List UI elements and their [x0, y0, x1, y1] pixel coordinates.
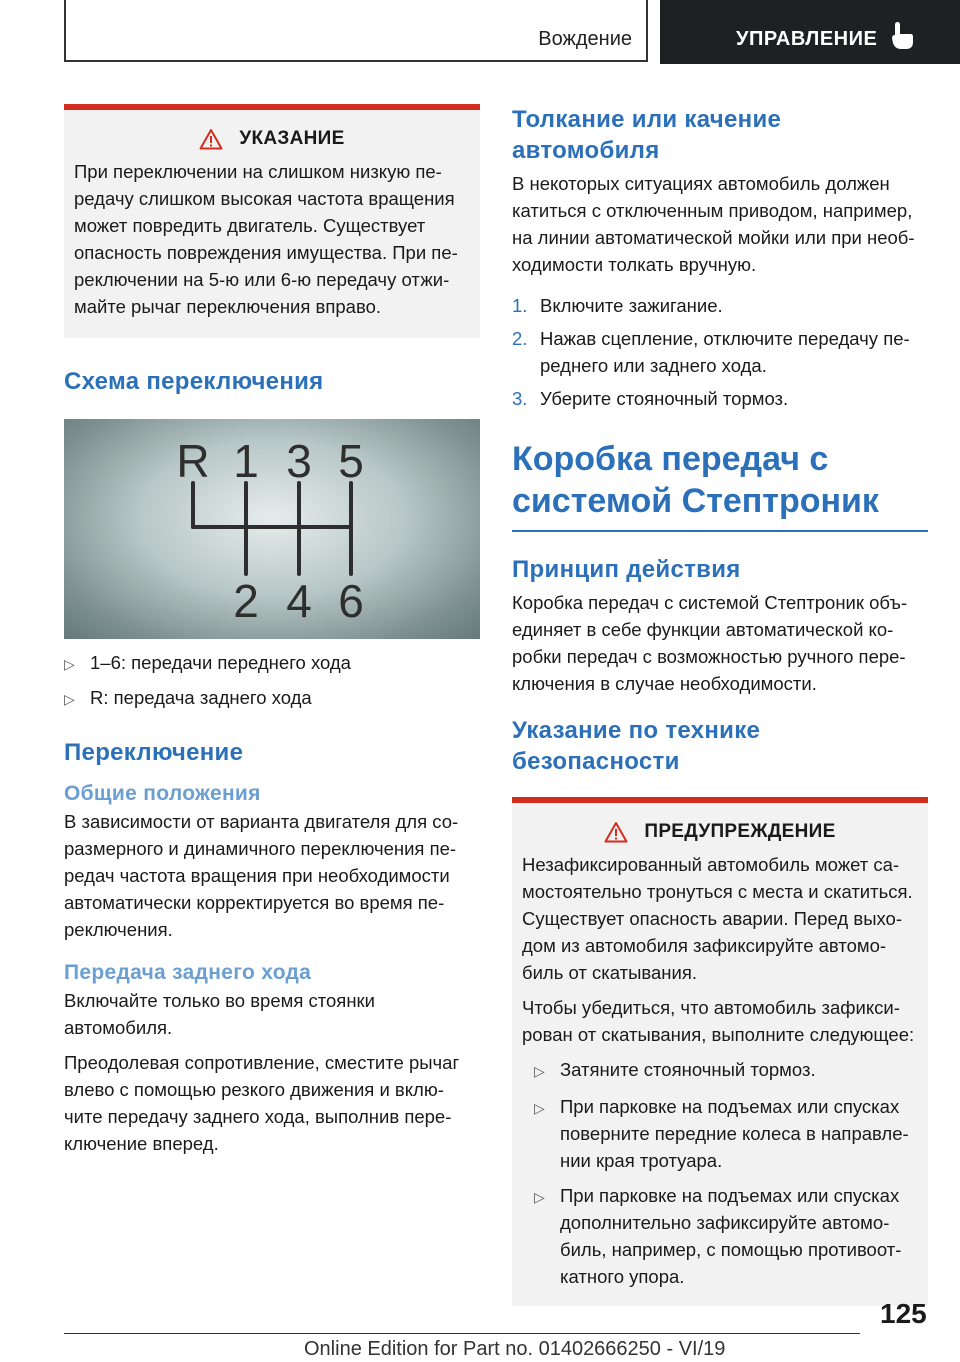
notice-header — [74, 128, 470, 150]
reverse-text-2: Преодолевая сопротивление, сместите рычаг влево с помощью резкого движения и вклю-чите передачу заднего хода, выполнив пере-ключение вперед. — [64, 1052, 460, 1154]
warning-text-1: Незафиксированный автомобиль может са-мостоятельно тронуться с места и скатиться. Существует опасность аварии. Перед выхо-дом из автомобиля зафиксируйте автомо-биль от скатывания. — [522, 854, 913, 983]
warning-header — [522, 821, 918, 843]
footer-divider — [64, 1333, 860, 1334]
reverse-heading: Передача заднего хода — [64, 961, 312, 984]
triangle-bullet-icon: ▷ — [534, 1063, 545, 1079]
reverse-text-1: Включайте только во время стоянки автомобиля. — [64, 990, 375, 1038]
push-text: В некоторых ситуациях автомобиль должен катиться с отключенным приводом, например, на линии автоматической мойки или при необ-ходимости толкать вручную. — [512, 173, 915, 275]
warning-text-2: Чтобы убедиться, что автомобиль зафикси-рован от скатывания, выполните следующее: — [522, 997, 915, 1045]
list-item: 3. Уберите стояночный тормоз. — [512, 388, 789, 409]
gear-label-3: 3 — [286, 435, 312, 487]
gear-label-1: 1 — [233, 435, 259, 487]
safety-heading: Указание по технике безопасности — [512, 717, 761, 775]
right-column — [512, 104, 928, 1306]
hand-pointer-icon — [892, 22, 914, 50]
notice-box — [64, 104, 480, 338]
page-number: 125 — [880, 1298, 927, 1329]
general-heading: Общие положения — [64, 782, 261, 805]
principle-text: Коробка передач с системой Стептроник объ-единяет в себе функции автоматической ко-робки передач с возможностью ручного пере-ключения в случае необходимости. — [512, 592, 908, 694]
section-title: Вождение — [538, 28, 632, 50]
gear-label-r: R — [176, 435, 210, 487]
steptronic-heading: Коробка передач с системой Стептроник — [512, 440, 879, 520]
gear-label-5: 5 — [338, 435, 364, 487]
list-item: ▷ Затяните стояночный тормоз. — [522, 1056, 918, 1085]
gear-label-4: 4 — [286, 575, 312, 627]
push-heading: Толкание или качение автомобиля — [512, 106, 782, 164]
chapter-title: УПРАВЛЕНИЕ — [736, 28, 878, 50]
shift-pattern-image — [64, 419, 480, 639]
gear-label-6: 6 — [338, 575, 364, 627]
list-item: ▷ R: передача заднего хода — [64, 684, 480, 713]
triangle-bullet-icon: ▷ — [534, 1100, 545, 1116]
notice-title: УКАЗАНИЕ — [239, 128, 345, 149]
gear-label-2: 2 — [233, 575, 259, 627]
warning-box — [512, 797, 928, 1306]
triangle-bullet-icon: ▷ — [534, 1189, 545, 1205]
left-column — [64, 104, 480, 1157]
principle-heading: Принцип действия — [512, 556, 741, 583]
list-item: ▷ При парковке на подъемах или спусках поверните передние колеса в направле-нии края тротуара. — [522, 1093, 918, 1174]
triangle-bullet-icon: ▷ — [64, 691, 75, 707]
general-text: В зависимости от варианта двигателя для со-размерного и динамичного переключения пе-редач частота вращения при необходимости автоматически корректируется во время пе-реключения. — [64, 811, 459, 940]
shift-pattern-heading: Схема переключения — [64, 368, 324, 395]
edition-text: Online Edition for Part no. 01402666250 - VI/19 — [304, 1338, 726, 1360]
switching-heading: Переключение — [64, 739, 244, 766]
triangle-bullet-icon: ▷ — [64, 656, 75, 672]
list-item: 2. Нажав сцепление, отключите передачу пе-реднего или заднего хода. — [512, 328, 910, 376]
chapter-tab — [660, 0, 960, 64]
notice-text: При переключении на слишком низкую пе-редачу слишком высокая частота вращения может повредить двигатель. Существует опасность повреждения имущества. При пе-реключении на 5-ю или 6-ю передачу отжи-майте рычаг переключения вправо. — [74, 161, 458, 317]
list-item: ▷ При парковке на подъемах или спусках дополнительно зафиксируйте автомо-биль, например, с помощью противоот-катного упора. — [522, 1182, 918, 1290]
warning-title: ПРЕДУПРЕЖДЕНИЕ — [644, 821, 836, 842]
section-tab — [64, 0, 648, 62]
warning-triangle-icon — [199, 128, 223, 150]
warning-triangle-icon — [604, 821, 628, 843]
list-item: ▷ 1–6: передачи переднего хода — [64, 649, 480, 678]
list-item: 1. Включите зажигание. — [512, 295, 723, 316]
